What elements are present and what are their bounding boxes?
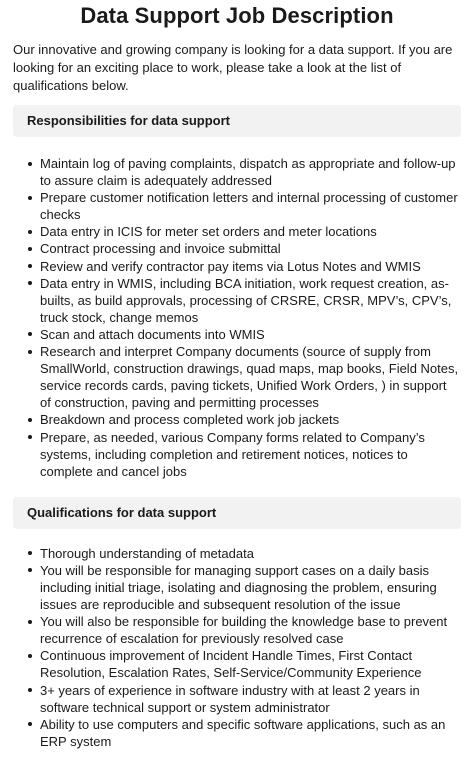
list-item: You will also be responsible for building the knowledge base to prevent recurrence of escalation for previously resolved case [28, 613, 461, 647]
list-item: Research and interpret Company documents (source of supply from SmallWorld, construction drawings, quad maps, map books, Field Notes, service records cards, paving tickets, Unified Work Orders, ) in support of construction, paving and permitting processes [28, 343, 461, 411]
list-item: Breakdown and process completed work job jackets [28, 411, 461, 428]
page-title: Data Support Job Description [80, 3, 394, 28]
list-item: Thorough understanding of metadata [28, 545, 461, 562]
list-item: 3+ years of experience in software industry with at least 2 years in software technical support or system administrator [28, 682, 461, 716]
responsibilities-list [13, 155, 461, 480]
list-item: Prepare, as needed, various Company forms related to Company’s systems, including completion and retirement notices, notices to complete and cancel jobs [28, 429, 461, 480]
list-item: Maintain log of paving complaints, dispatch as appropriate and follow-up to assure claim is adequately addressed [28, 155, 461, 189]
list-item: Scan and attach documents into WMIS [28, 326, 461, 343]
list-item: Continuous improvement of Incident Handle Times, First Contact Resolution, Escalation Rates, Self-Service/Community Experience [28, 647, 461, 681]
list-item: Data entry in WMIS, including BCA initiation, work request creation, as-builts, as build approvals, processing of CRSRE, CRSR, MPV’s, CPV’s, truck stock, change memos [28, 275, 461, 326]
intro-paragraph: Our innovative and growing company is looking for a data support. If you are looking for an exciting place to work, please take a look at the list of qualifications below. [13, 42, 453, 93]
list-item: Data entry in ICIS for meter set orders and meter locations [28, 223, 461, 240]
list-item: Ability to use computers and specific software applications, such as an ERP system [28, 716, 461, 750]
list-item: Prepare customer notification letters and internal processing of customer checks [28, 189, 461, 223]
list-item: You will be responsible for managing support cases on a daily basis including initial triage, isolating and diagnosing the problem, ensuring issues are reproducible and subsequent resolution of the issue [28, 562, 461, 613]
list-item: Contract processing and invoice submittal [28, 240, 461, 257]
qualifications-heading: Qualifications for data support [13, 497, 461, 529]
responsibilities-heading: Responsibilities for data support [13, 105, 461, 137]
qualifications-list [13, 545, 461, 750]
list-item: Review and verify contractor pay items via Lotus Notes and WMIS [28, 258, 461, 275]
